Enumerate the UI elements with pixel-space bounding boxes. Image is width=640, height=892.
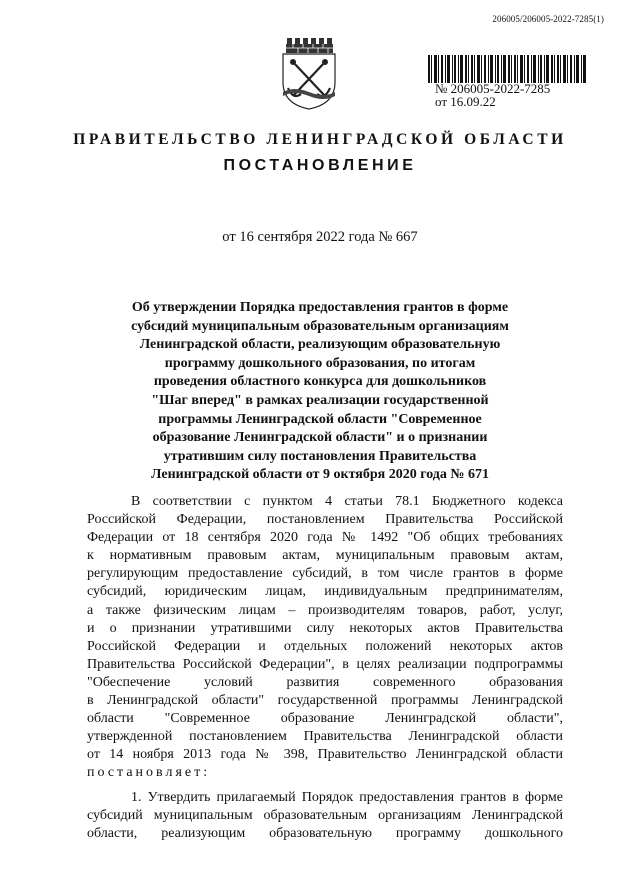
title-line: программу дошкольного образования, по итогам	[164, 355, 476, 371]
decision-word: постановляет:	[87, 765, 211, 781]
title-line: Об утверждении Порядка предоставления грантов в форме	[131, 300, 509, 315]
item-line: 1. Утвердить прилагаемый Порядок предоставления грантов в форме	[131, 790, 563, 805]
registration-number: № 206005-2022-7285	[435, 81, 551, 96]
title-line: образование Ленинградской области" и о признании	[152, 430, 488, 446]
title-line: "Шаг вперед" в рамках реализации государственной	[151, 392, 489, 408]
preamble-line: регулирующим предоставление субсидий, в том числе грантов в форме	[87, 566, 563, 582]
preamble-line: и о признании утратившими силу некоторых актов Правительства	[87, 620, 563, 636]
preamble-line: Федерации от 18 сентября 2020 года № 1492 "Об общих требованиях	[87, 530, 563, 546]
preamble-line: Российской Федерации и отдельных положений некоторых актов	[87, 638, 563, 654]
preamble-line: Правительства Российской Федерации", в целях реализации подпрограммы	[87, 656, 563, 672]
preamble-line: от 14 ноября 2013 года № 398, Правительство Ленинградской области	[87, 747, 563, 763]
title-line: субсидий муниципальным образовательным организациям	[131, 318, 509, 334]
leningrad-region-coat-of-arms-icon	[279, 34, 339, 110]
preamble-line: к нормативным правовым актам, муниципальным правовым актам,	[87, 548, 563, 564]
government-name: ПРАВИТЕЛЬСТВО ЛЕНИНГРАДСКОЙ ОБЛАСТИ	[73, 131, 567, 148]
item-line: субсидий муниципальным образовательным организациям Ленинградской	[87, 808, 563, 824]
item-line: области, реализующим образовательную программу дошкольного	[87, 826, 563, 842]
decree-title	[100, 299, 540, 485]
decree-date-line: от 16 сентября 2022 года № 667	[222, 229, 418, 245]
item-1-paragraph	[87, 789, 563, 843]
title-line: проведения областного конкурса для дошкольников	[153, 374, 487, 390]
preamble-line: "Обеспечение условий развития современного образования	[87, 674, 563, 690]
preamble-line: субсидий, юридическим лицам, индивидуальным предпринимателям,	[87, 584, 563, 600]
preamble-line: в Ленинградской области" государственной программы Ленинградской	[87, 693, 563, 709]
title-line: программы Ленинградской области "Современное	[158, 411, 482, 427]
preamble-line: утвержденной постановлением Правительства Ленинградской области	[87, 729, 563, 745]
preamble-line: области "Современное образование Ленинградской области",	[87, 711, 563, 727]
preamble-line: а также физическим лицам – производителям товаров, работ, услуг,	[87, 602, 563, 618]
preamble-line: В соответствии с пунктом 4 статьи 78.1 Бюджетного кодекса	[131, 494, 563, 509]
document-type: ПОСТАНОВЛЕНИЕ	[223, 157, 417, 174]
title-line: утратившим силу постановления Правительства	[163, 448, 477, 464]
title-line: Ленинградской области, реализующим образовательную	[139, 337, 501, 353]
preamble-line: Российской Федерации, постановлением Правительства Российской	[87, 512, 563, 528]
preamble-paragraph	[87, 493, 563, 783]
title-line: Ленинградской области от 9 октября 2020 года № 671	[151, 467, 489, 483]
document-code: 206005/206005-2022-7285(1)	[492, 14, 604, 24]
document-barcode	[428, 55, 586, 83]
registration-date: от 16.09.22	[435, 94, 496, 109]
